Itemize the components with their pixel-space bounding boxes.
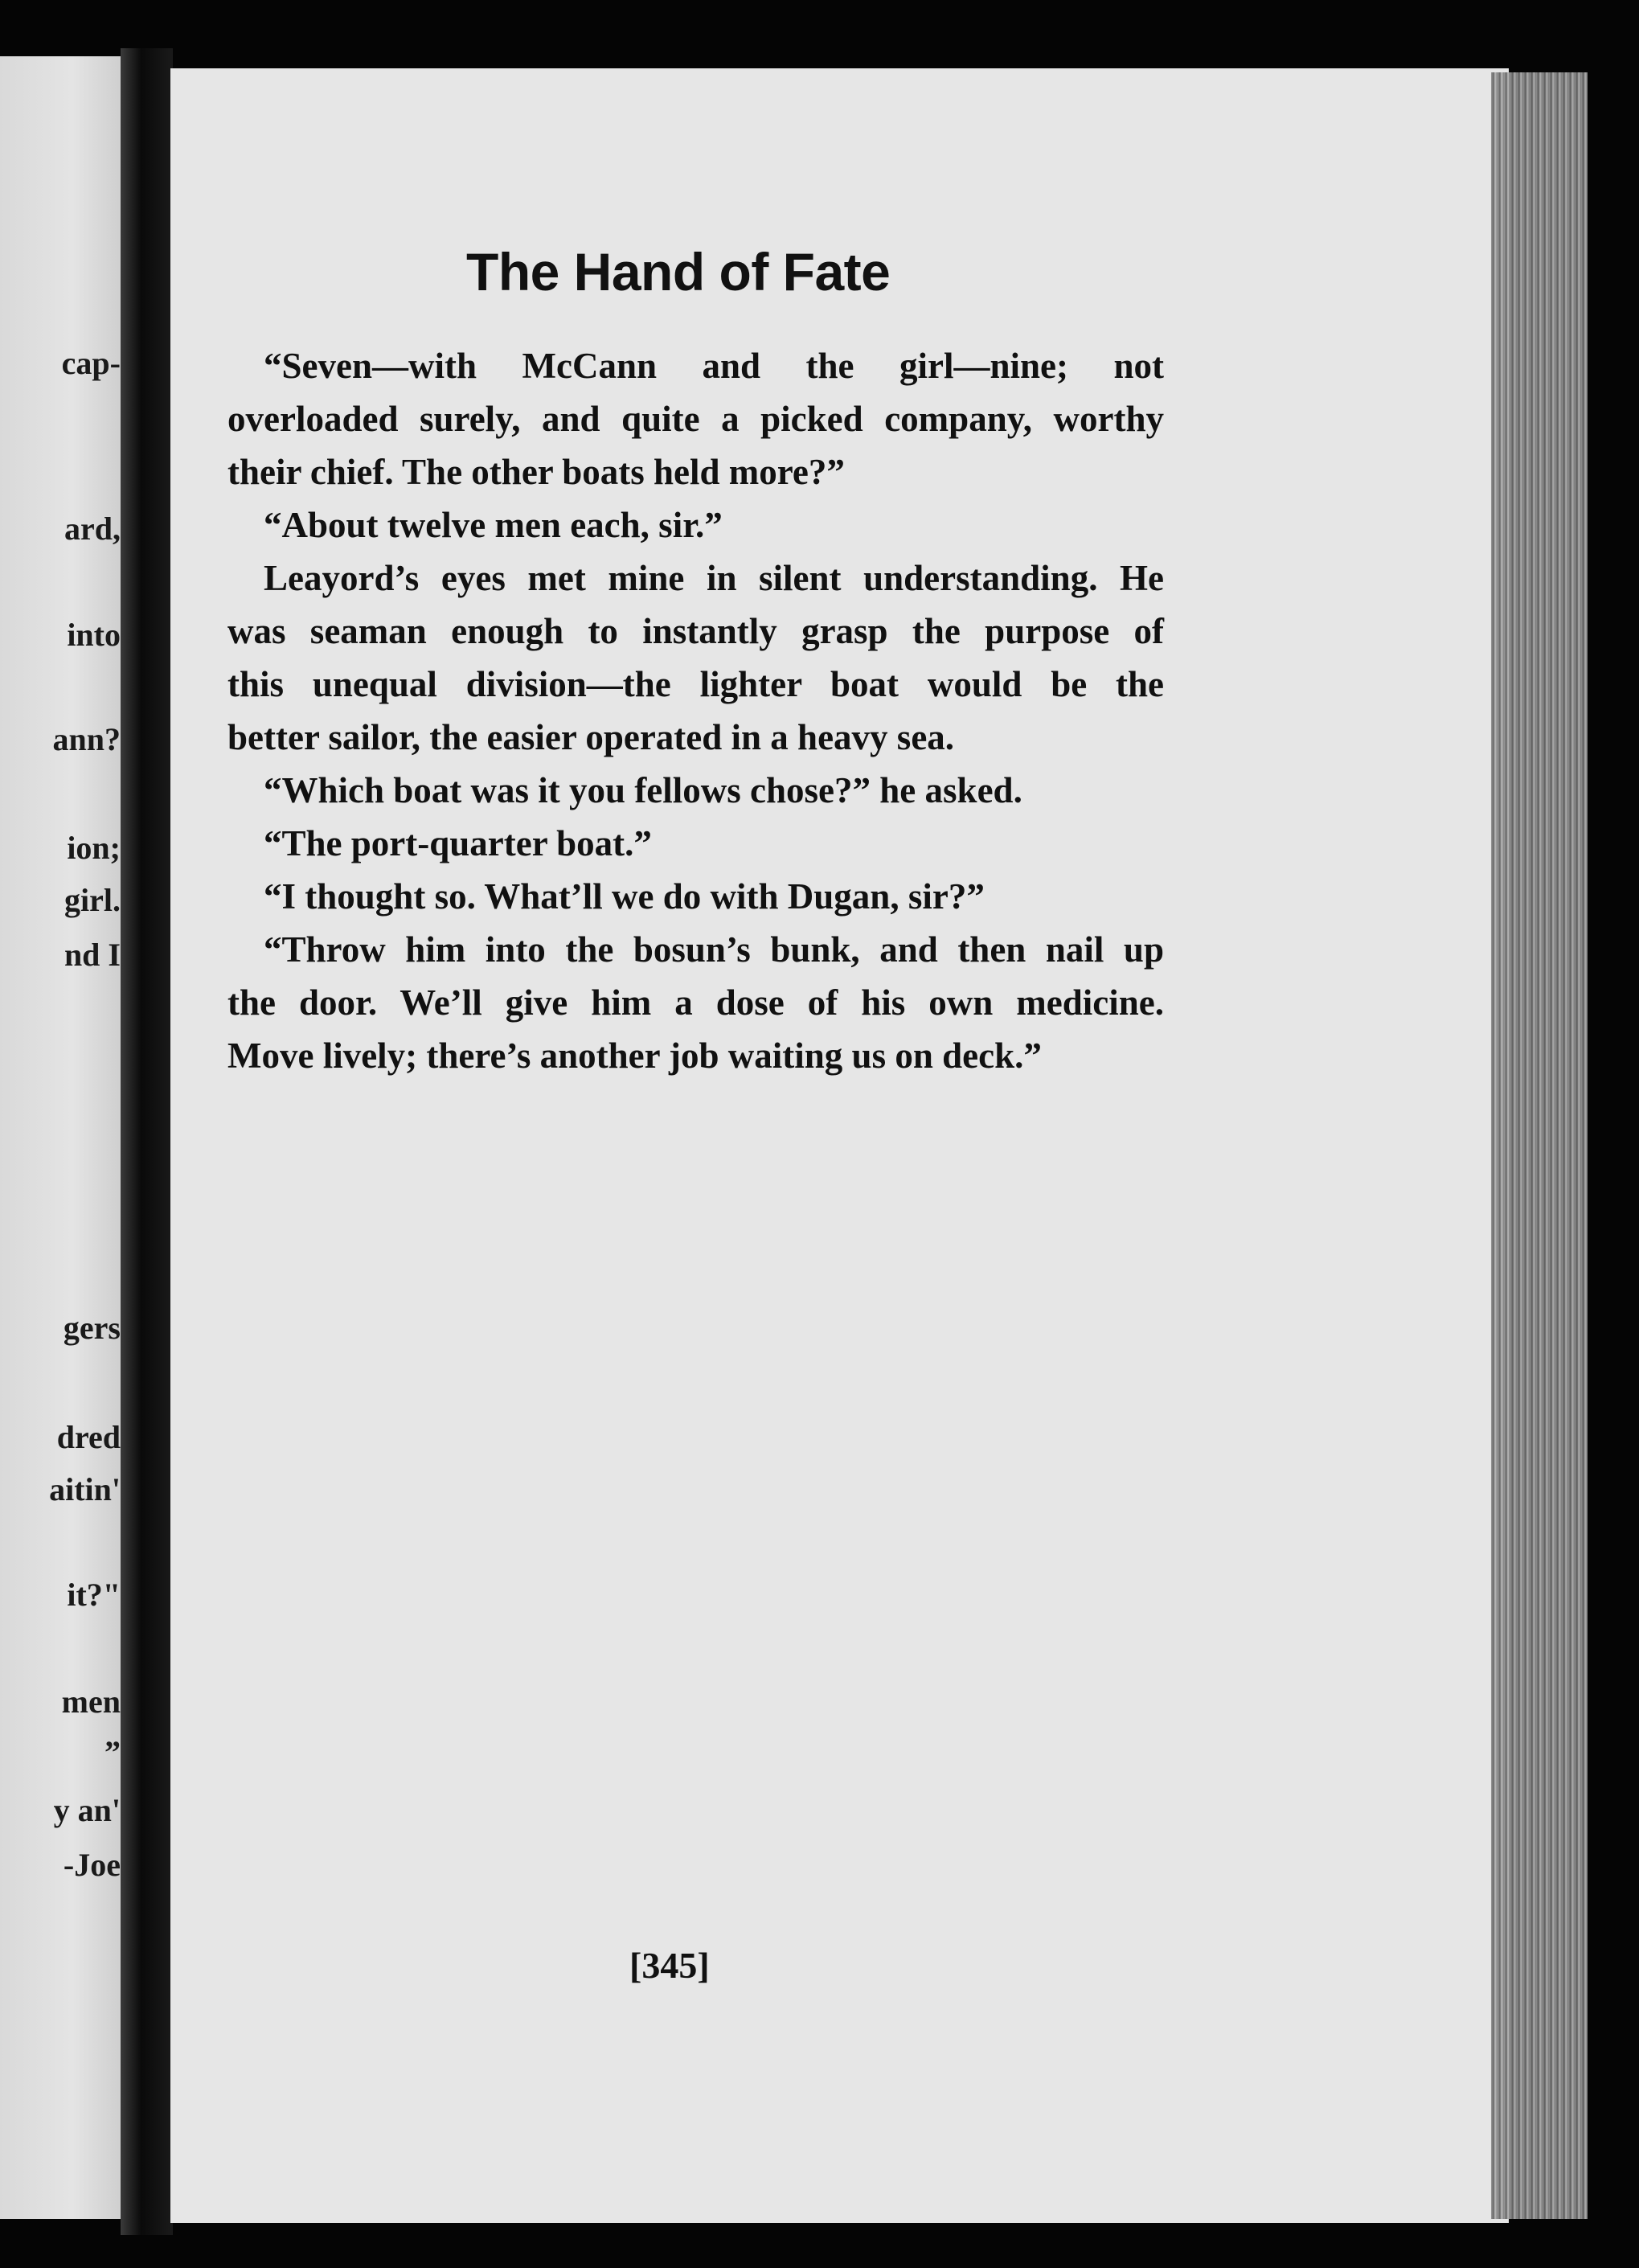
text-line: “Throw him into the bosun’s bunk, and then nail up	[264, 929, 1164, 970]
facing-page-fragment: ion;	[67, 830, 121, 866]
facing-page-left	[0, 56, 121, 2219]
facing-page-fragment: men	[61, 1684, 121, 1720]
book-gutter	[121, 48, 173, 2235]
facing-page-fragment: gers	[63, 1310, 121, 1346]
text-line: overloaded surely, and quite a picked company, worthy	[227, 399, 1164, 439]
facing-page-fragment: dred	[56, 1419, 121, 1455]
facing-page-fragment: cap-	[61, 345, 121, 381]
text-line: this unequal division—the lighter boat would be the	[227, 664, 1164, 704]
facing-page-fragment: ann?	[52, 721, 121, 757]
facing-page-fragment: ”	[104, 1734, 121, 1770]
text-line: the door. We’ll give him a dose of his own medicine.	[227, 982, 1164, 1023]
body-text	[227, 339, 1164, 1082]
facing-page-fragment: y an'	[53, 1792, 121, 1828]
facing-page-fragment: aitin'	[49, 1471, 121, 1507]
facing-page-fragment: girl.	[64, 882, 121, 918]
text-line: “Seven—with McCann and the girl—nine; not	[264, 346, 1164, 386]
facing-page-fragment: -Joe	[63, 1847, 121, 1883]
facing-page-fragment: nd I	[64, 937, 121, 973]
text-line: was seaman enough to instantly grasp the purpose of	[227, 611, 1164, 651]
text-line: Leayord’s eyes met mine in silent understanding. He	[264, 558, 1164, 598]
text-line: “I thought so. What’ll we do with Dugan, sir?”	[264, 876, 985, 917]
text-line: their chief. The other boats held more?”	[227, 452, 845, 492]
facing-page-fragment: ard,	[64, 511, 121, 547]
facing-page-fragment: it?"	[67, 1577, 121, 1613]
text-line: “Which boat was it you fellows chose?” he asked.	[264, 770, 1022, 810]
text-line: Move lively; there’s another job waiting us on deck.”	[227, 1036, 1042, 1076]
running-head: The Hand of Fate	[466, 242, 891, 301]
facing-page-fragment: into	[67, 617, 121, 653]
text-line: “The port-quarter boat.”	[264, 823, 652, 863]
text-line: better sailor, the easier operated in a heavy sea.	[227, 717, 955, 757]
page-number: [345]	[629, 1945, 710, 1986]
text-line: “About twelve men each, sir.”	[264, 505, 723, 545]
page-edges	[1491, 72, 1588, 2219]
